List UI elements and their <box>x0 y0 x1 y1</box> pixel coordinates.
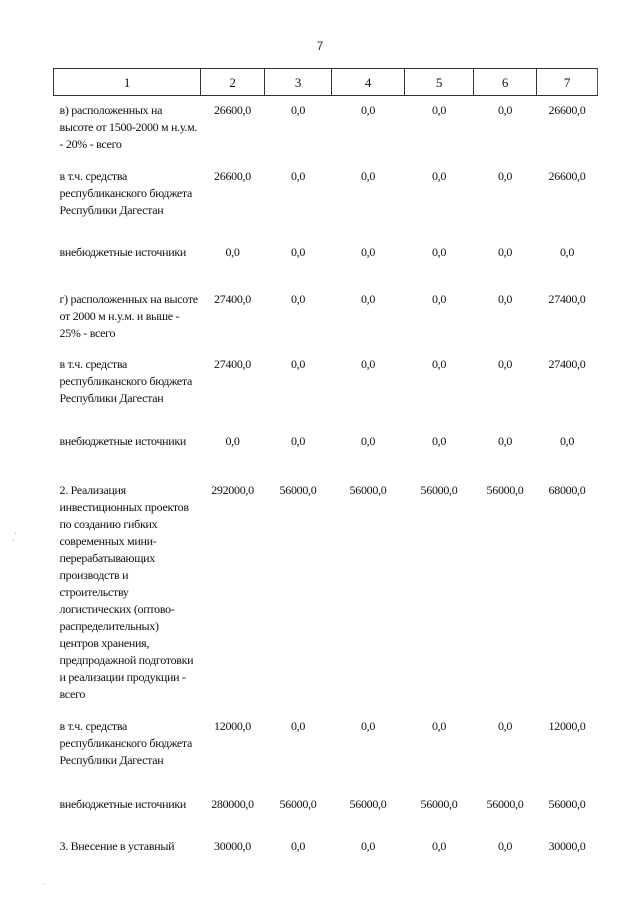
cell-value: 56000,0 <box>349 797 387 811</box>
cell-value: 0,0 <box>431 292 447 306</box>
cell-value: 0,0 <box>431 719 447 733</box>
table-row <box>54 162 598 240</box>
cell-value: 0,0 <box>431 245 447 259</box>
cell-value: 0,0 <box>360 357 376 371</box>
cell-value: 292000,0 <box>211 483 254 497</box>
cell-value: 26600,0 <box>548 103 586 117</box>
cell-value: 30000,0 <box>214 839 251 853</box>
cell-value: 0,0 <box>497 292 513 306</box>
cell-value: 0,0 <box>290 839 306 853</box>
cell-value: 0,0 <box>290 357 306 371</box>
cell-value: 0,0 <box>431 839 447 853</box>
cell-value: 0,0 <box>290 434 306 448</box>
column-header: 5 <box>405 69 474 96</box>
cell-value: 0,0 <box>360 434 376 448</box>
cell-value: 0,0 <box>497 103 513 117</box>
column-header: 3 <box>265 69 332 96</box>
page-number: 7 <box>316 39 324 53</box>
cell-value: 0,0 <box>290 719 306 733</box>
row-label: в) расположенных на высоте от 1500-2000 м н.у.м. - 20% - всего <box>59 103 198 151</box>
cell-value: 0,0 <box>431 434 447 448</box>
cell-value: 56000,0 <box>486 797 524 811</box>
cell-value: 0,0 <box>497 839 513 853</box>
table-row <box>54 477 598 712</box>
cell-value: 0,0 <box>431 103 447 117</box>
cell-value: 12000,0 <box>214 719 251 733</box>
row-label: внебюджетные источники <box>59 797 187 811</box>
table-row <box>54 96 598 163</box>
table-row <box>54 288 598 350</box>
row-label: внебюджетные источники <box>59 245 187 259</box>
row-label: в т.ч. средства республиканского бюджета Республики Дагестан <box>59 357 193 405</box>
column-header: 4 <box>332 69 405 96</box>
cell-value: 0,0 <box>225 434 240 448</box>
cell-value: 0,0 <box>360 839 376 853</box>
cell-value: 26600,0 <box>214 103 251 117</box>
cell-value: 0,0 <box>559 434 575 448</box>
table-row <box>54 428 598 477</box>
cell-value: 280000,0 <box>211 797 254 811</box>
cell-value: 0,0 <box>290 292 306 306</box>
cell-value: 0,0 <box>431 357 447 371</box>
row-label: г) расположенных на высоте от 2000 м н.у.м. и выше - 25% - всего <box>59 292 198 340</box>
cell-value: 0,0 <box>497 719 513 733</box>
cell-value: 0,0 <box>497 169 513 183</box>
cell-value: 0,0 <box>225 245 240 259</box>
cell-value: 56000,0 <box>420 797 458 811</box>
table-header-row <box>54 69 598 96</box>
column-header: 6 <box>474 69 537 96</box>
cell-value: 56000,0 <box>420 483 458 497</box>
table-row <box>54 240 598 288</box>
cell-value: 0,0 <box>360 169 376 183</box>
cell-value: 56000,0 <box>548 797 586 811</box>
row-label: 2. Реализация инвестиционных проектов по созданию гибких современных мини-перерабатывающих производств и строительству логистических (оптово-распределительных) центров хранения, предпродажной подготовки и реализации продукции - всего <box>59 483 194 701</box>
cell-value: 0,0 <box>431 169 447 183</box>
cell-value: 26600,0 <box>548 169 586 183</box>
scan-speck: . <box>42 878 45 888</box>
cell-value: 27400,0 <box>214 357 251 371</box>
budget-table <box>53 68 598 862</box>
cell-value: 56000,0 <box>279 797 317 811</box>
table-row <box>54 790 598 838</box>
cell-value: 0,0 <box>290 169 306 183</box>
cell-value: 56000,0 <box>279 483 317 497</box>
column-header: 7 <box>537 69 598 96</box>
cell-value: 0,0 <box>290 103 306 117</box>
cell-value: 0,0 <box>290 245 306 259</box>
row-label: 3. Внесение в уставный <box>59 839 175 853</box>
scan-speck: . <box>14 527 17 537</box>
cell-value: 27400,0 <box>548 357 586 371</box>
cell-value: 68000,0 <box>548 483 586 497</box>
cell-value: 27400,0 <box>548 292 586 306</box>
cell-value: 12000,0 <box>548 719 586 733</box>
table-row <box>54 838 598 862</box>
cell-value: 0,0 <box>360 719 376 733</box>
cell-value: 30000,0 <box>548 839 586 853</box>
table-row <box>54 350 598 428</box>
cell-value: 56000,0 <box>349 483 387 497</box>
cell-value: 0,0 <box>559 245 575 259</box>
cell-value: 0,0 <box>497 245 513 259</box>
row-label: в т.ч. средства республиканского бюджета Республики Дагестан <box>59 169 193 217</box>
cell-value: 0,0 <box>360 292 376 306</box>
cell-value: 0,0 <box>497 434 513 448</box>
cell-value: 26600,0 <box>214 169 251 183</box>
cell-value: 0,0 <box>360 245 376 259</box>
scan-speck: · <box>12 537 15 547</box>
cell-value: 0,0 <box>497 357 513 371</box>
column-header: 2 <box>201 69 265 96</box>
cell-value: 27400,0 <box>214 292 251 306</box>
table-row <box>54 712 598 790</box>
row-label: внебюджетные источники <box>59 434 187 448</box>
cell-value: 0,0 <box>360 103 376 117</box>
column-header: 1 <box>54 69 201 96</box>
cell-value: 56000,0 <box>486 483 524 497</box>
row-label: в т.ч. средства республиканского бюджета Республики Дагестан <box>59 719 193 767</box>
